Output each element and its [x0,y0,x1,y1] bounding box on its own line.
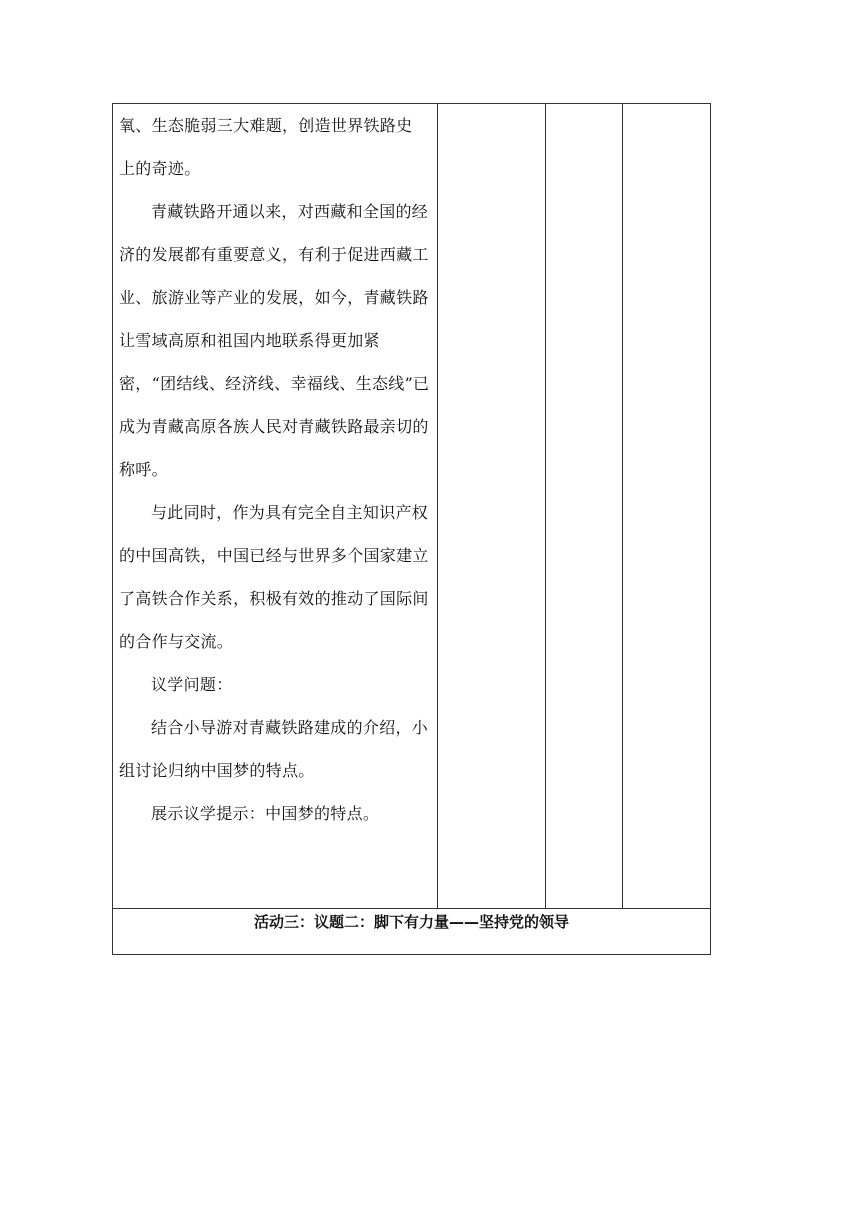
text-line-1: 氧、生态脆弱三大难题，创造世界铁路史 [119,116,413,135]
empty-cell-4 [623,104,711,909]
lesson-table [112,103,711,955]
activity-title: 活动三：议题二：脚下有力量——坚持党的领导 [253,913,569,931]
paragraph-question: 结合小导游对青藏铁路建成的介绍，小组讨论归纳中国梦的特点。 [119,718,429,780]
paragraph-question-label: 议学问题： [151,675,233,694]
activity-row [113,909,711,955]
content-cell [113,104,438,909]
text-block [113,104,437,835]
paragraph-railway-significance: 青藏铁路开通以来，对西藏和全国的经济的发展都有重要意义，有利于促进西藏工业、旅游业等产业的发展，如今，青藏铁路让雪域高原和祖国内地联系得更加紧密，“团结线、经济线、幸福线、生态线”已成为青藏高原各族人民对青藏铁路最亲切的称呼。 [119,202,430,479]
empty-cell-3 [546,104,623,909]
content-row [113,104,711,909]
text-line-2: 上的奇迹。 [119,159,201,178]
paragraph-hint: 展示议学提示：中国梦的特点。 [151,804,380,823]
paragraph-high-speed-rail: 与此同时，作为具有完全自主知识产权的中国高铁，中国已经与世界多个国家建立了高铁合作关系，积极有效的推动了国际间的合作与交流。 [119,503,429,651]
empty-cell-2 [438,104,546,909]
activity-cell [113,909,711,955]
